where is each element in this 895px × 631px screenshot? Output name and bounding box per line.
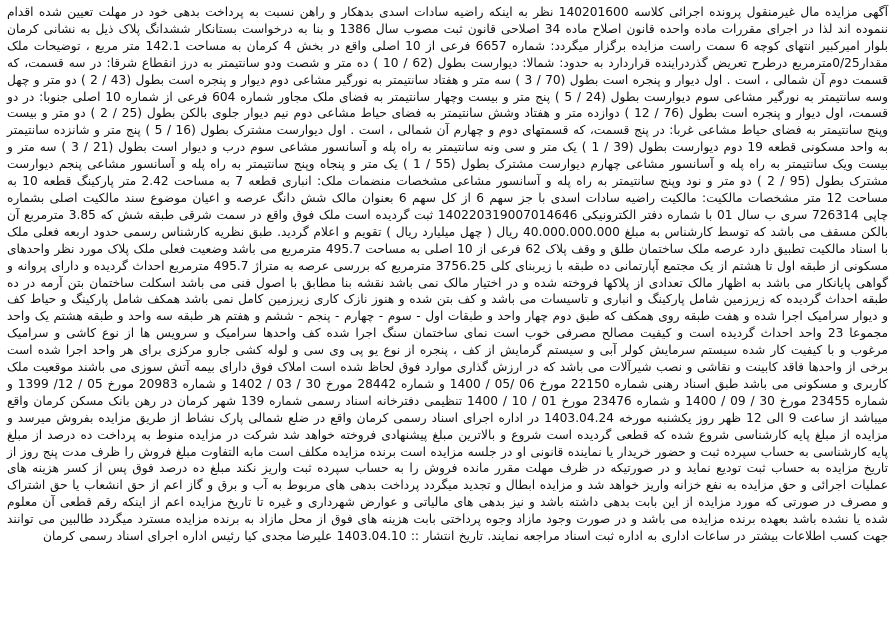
auction-notice-body: آگهی مزایده مال غیرمنقول پرونده اجرائی کلاسه 140201600 نظر به اینکه راضیه سادات اسدی بدهکار و راهن نسبت به پرداخت بدهی خود در مهلت تعیین شده اقدام ننموده اند لذا در اجرای مقررات ماده واحده قانون اصلاح ماده 34 اصلاحی قانون ثبت مصوب سال 1386 و بنا به درخواست بستانکار ششدانگ پلاک ذیل به نشانی کرمان بلوار امیرکبیر انتهای کوچه 6 سمت راست مزایده برگزار میگردد: شماره 6657 فرعی از 10 اصلی واقع در بخش 4 کرمان به مساحت 142.1 متر مربع ، توضیحات ملک مقدار0/25مترمربع درطرح تعریض گذردراینده قراردارد به حدود: شمالا: دیوارست بطول (62 / 10 ) ده متر و شصت ودو سانتیمتر به درز انقطاع شرقا: در سه قسمت، که قسمت دوم آن شمالی ، است . اول دیوار و پنجره است بطول (70 / 3 ) سه متر و هفتاد سانتیمتر به نورگیر مشاعی دوم دیوار و پنجره است بطول (43 / 2 ) دو متر و چهل وسه سانتیمتر به نورگیر مشاعی سوم دیوارست بطول (24 / 5 ) پنج متر و بیست وچهار سانتیمتر به فضای ملک مجاور شماره 604 فرعی از شماره 10 اصلی جنوبا: در دو قسمت، اول دیوار و پنجره است بطول (76 / 12 ) دوازده متر و هفتاد وشش سانتیمتر به فضای حیاط مشاعی دوم نیم دیوار جلوی بالکن بطول (25 / 2 ) دو متر و بیست وپنج سانتیمتر به فضای حیاط مشاعی غربا: در پنج قسمت، که قسمتهای دوم و چهارم آن شمالی ، است . اول دیوارست مشترک بطول (16 / 5 ) پنج متر و شانزده سانتیمتر به واحد مسکونی قطعه 19 دوم دیوارست بطول (39 / 1 ) یک متر و سی ونه سانتیمتر به راه پله و آسانسور مشاعی سوم درب و دیوار است بطول (21 / 3 ) سه متر و بیست ویک سانتیمتر به راه پله و آسانسور مشاعی چهارم دیوارست مشترک بطول (55 / 1 ) یک متر و پنجاه وپنج سانتیمتر به راه پله و آسانسور مشاعی پنجم دیوارست مشترک بطول (95 / 2 ) دو متر و نود وپنج سانتیمتر به راه پله و آسانسور مشاعی مشخصات منضمات ملک: انباری قطعه 7 به مساحت 2.42 متر پارکینگ قطعه 10 به مساحت 12 متر مشخصات مالکیت: مالکیت راضیه سادات اسدی با جز سهم 6 از کل سهم 6 بعنوان مالک شش دانگ عرصه و اعیان موضوع سند مالکیت اصلی بشماره چاپی 726314 سری ب سال 01 با شماره دفتر الکترونیکی 140220319007014646 ثبت گردیده است ملک فوق واقع در سمت شرقی طبقه شش که 3.85 مترمربع آن بالکن مسقف می باشد که توسط کارشناس به مبلغ 40.000.000.000 ریال ( چهل میلیارد ریال ) تقویم و اعلام گردید. طبق نظریه کارشناس رسمی حدود اربعه فعلی ملک با اسناد مالکیت تطبیق دارد عرصه ملک ساختمان طلق و وقف پلاک 62 فرعی از 10 اصلی به مساحت 495.7 مترمربع می باشد وضعیت فعلی ملک پلاک مورد نظر واحدهای مسکونی از طبقه اول تا هشتم از یک مجتمع آپارتمانی ده طبقه با زیربنای کلی 3756.25 مترمربع که بررسی عرصه به متراژ 495.7 مترمربع احداث گردیده و دارای پروانه و گواهی پایانکار می باشد به اظهار مالک تعدادی از پلاکها فروخته شده و در اختیار مالک نمی باشد نقشه بنا مطابق با اصول فنی می باشد اسکلت ساختمان بتن آرمه در ده طبقه احداث گردیده که زیرزمین شامل پارکینگ و انباری و تاسیسات می باشد و کف بتن شده و هنوز نازک کاری زیرزمین کامل نمی باشد همکف شامل پارکینگ و حیاط کف و دیوار سرامیک اجرا شده و هفت طبقه روی همکف که طبق دوم چهار واحد و طبقات اول - سوم - چهارم - پنجم - ششم و هفتم هر طبقه سه واحد و طبقه هشتم یک واحد مجموعا 23 واحد احداث گردیده است و کیفیت مصالح مصرفی خوب است نمای ساختمان سنگ اجرا شده کف واحدها سرامیک و سرویس ها از نوع کاشی و سرامیک مرغوب و با کیفیت کار شده سیستم سرمایش کولر آبی و سیستم گرمایش از کف ، پنجره از نوع یو پی وی سی و لوله کشی جارو مرکزی برای هر واحد اجرا شده است برخی از واحدها فاقد کابینت و نقاشی و نصب شیرآلات می باشد که در ارزش گذاری موارد فوق لحاظ شده است املاک فوق دارای بیمه آتش سوزی می باشند موقعیت ملک کاربری و مسکونی می باشد طبق اسناد رهنی شماره 22150 مورخ 06 /05 / 1400 و شماره 28442 مورخ 30 / 03 / 1402 و شماره 20983 مورخ 05 / 12/ 1399 و شماره 23455 مورخ 30 / 09 / 1400 و شماره 23476 مورخ 01 / 10 / 1400 تنظیمی دفترخانه اسناد رسمی شماره 139 شهر کرمان در رهن بانک مسکن کرمان واقع میباشد از ساعت 9 الی 12 ظهر روز یکشنبه مورخه 1403.04.24 در اداره اجرای اسناد رسمی کرمان واقع در ضلع شمالی پارک نشاط از طریق مزایده بفروش میرسد و مزایده از مبلغ پایه کارشناسی شروع شده که قطعی گردیده است شروع و بالاترین مبلغ پیشنهادی فروخته خواهد شد شرکت در مزایده منوط به پرداخت ده درصد از مبلغ پایه کارشناسی به حساب سپرده ثبت و حضور خریدار یا نماینده قانونی او در جلسه مزایده است برنده مزایده مکلف است مابه التفاوت مبلغ فروش را ظرف مدت پنج روز از تاریخ مزایده به حساب ثبت تودیع نماید و در صورتیکه در ظرف مهلت مقرر مانده فروش را به حساب سپرده ثبت واریز نکند مبلغ ده درصد فوق پس از کسر هزینه های عملیات اجرائی و حق مزایده به نفع خزانه واریز خواهد شد و مزایده ابطال و تجدید میگردد پرداخت بدهی های مربوط به آب و برق و گاز اعم از حق انشعاب یا حق اشتراک و مصرف در صورتی که مورد مزایده از این بابت بدهی داشته باشد و نیز بدهی های مالیاتی و عوارض شهرداری و غیره تا تاریخ مزایده اعم از اینکه رقم قطعی آن معلوم شده یا نشده باشد بعهده برنده مزایده می باشد و در صورت وجود مازاد وجوه پرداختی بابت هزینه های فوق از محل مازاد به برنده مزایده مسترد میگردد طالبین می توانند جهت کسب اطلاعات بیشتر در ساعات اداری به اداره ثبت اسناد مراجعه نمایند. تاریخ انتشار :: 1403.04.10 علیرضا مجدی کیا رئیس اداره اجرای اسناد رسمی کرمان [7,5,889,544]
